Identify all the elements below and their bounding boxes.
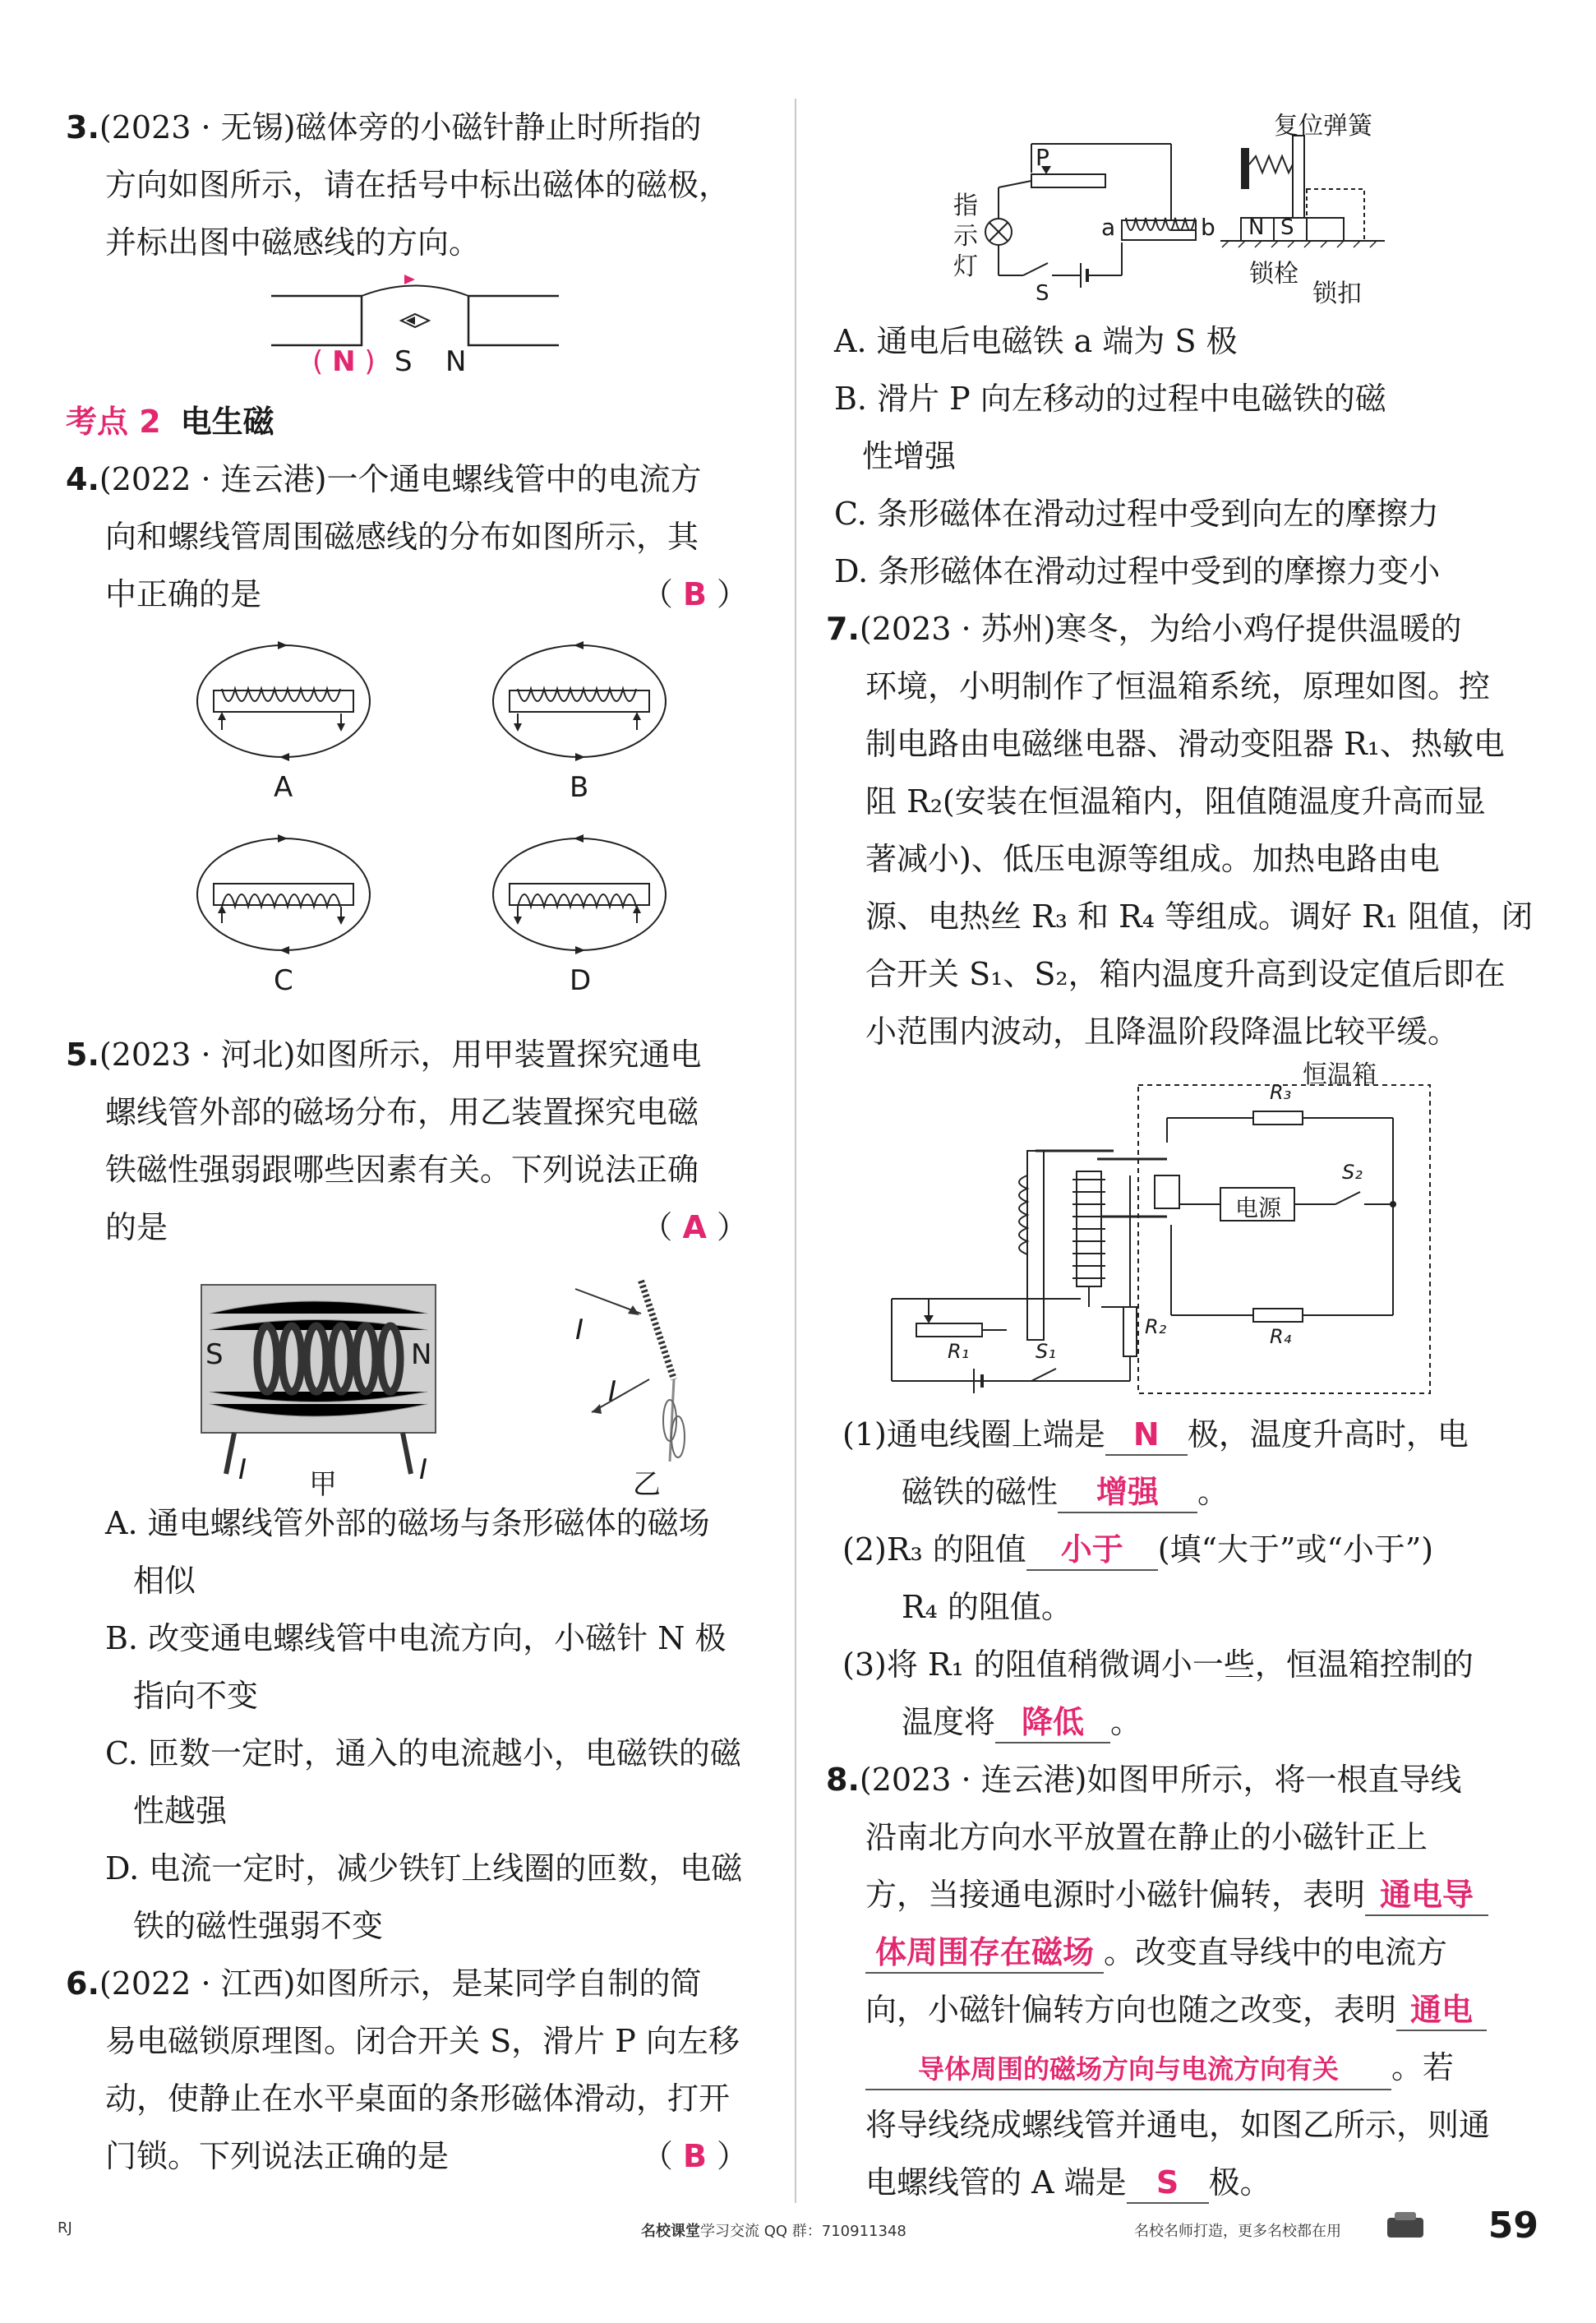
question-text: (2023 · 无锡)磁体旁的小磁针静止时所指的 bbox=[99, 109, 702, 145]
sub-question-1-cont bbox=[826, 1463, 1500, 1521]
question-4 bbox=[66, 450, 748, 1026]
answer: B bbox=[682, 576, 707, 612]
blank-answer: S bbox=[1127, 2163, 1209, 2204]
question-text: 向和螺线管周围磁感线的分布如图所示，其 bbox=[105, 519, 699, 555]
sub1-text: 。 bbox=[1197, 1474, 1229, 1510]
label-r1: R₁ bbox=[948, 1340, 970, 1363]
option-d: D. 条形磁体在滑动过程中受到的摩擦力变小 bbox=[834, 553, 1441, 589]
column-divider bbox=[795, 99, 796, 2203]
right-column bbox=[826, 99, 1534, 2211]
switch bbox=[1023, 263, 1048, 275]
question-5 bbox=[66, 1026, 748, 1955]
question-text: 方向如图所示，请在括号中标出磁体的磁极， bbox=[105, 167, 731, 203]
sub1-text: (1)通电线圈上端是 bbox=[842, 1416, 1105, 1452]
section-heading bbox=[66, 393, 748, 450]
label-n: N bbox=[411, 1338, 432, 1371]
electromagnet-nail bbox=[641, 1281, 674, 1379]
question-text: 中正确的是 bbox=[105, 576, 262, 612]
question-number: 4. bbox=[66, 461, 99, 497]
question-text: (2023 · 河北)如图所示，用甲装置探究通电 bbox=[99, 1037, 702, 1073]
question-text: (2022 · 连云港)一个通电螺线管中的电流方 bbox=[99, 461, 702, 497]
question-6 bbox=[66, 1955, 748, 2185]
question-text: (2022 · 江西)如图所示，是某同学自制的简 bbox=[99, 1965, 702, 2002]
label-s: S bbox=[205, 1338, 224, 1371]
label-switch: S bbox=[1036, 281, 1049, 306]
sub3-text: 温度将 bbox=[902, 1704, 996, 1740]
question-number: 6. bbox=[66, 1965, 99, 2002]
label-p: P bbox=[1036, 144, 1049, 171]
question-text: 。若 bbox=[1391, 2049, 1455, 2085]
question-text: 螺线管外部的磁场分布，用乙装置探究电磁 bbox=[105, 1094, 699, 1130]
blank-answer: 通电 bbox=[1396, 1990, 1487, 2031]
question-text: 源、电热丝 R₃ 和 R₄ 等组成。调好 R₁ 阻值，闭 bbox=[865, 898, 1534, 935]
question-number: 5. bbox=[66, 1037, 99, 1073]
solenoid-a bbox=[197, 641, 370, 761]
footer-center-text: 学习交流 QQ 群：710911348 bbox=[700, 2223, 906, 2240]
question-7 bbox=[826, 600, 1534, 1751]
footer-center bbox=[641, 2219, 906, 2241]
sub2-text: (填“大于”或“小于”) bbox=[1157, 1531, 1434, 1568]
experiment-diagram bbox=[66, 1256, 748, 1494]
question-text: 沿南北方向水平放置在静止的小磁针正上 bbox=[865, 1819, 1428, 1855]
label-current: I bbox=[575, 1314, 584, 1346]
option-b: B. 滑片 P 向左移动的过程中电磁铁的磁 bbox=[834, 381, 1386, 417]
option-label-a: A bbox=[274, 771, 293, 804]
option-b: B. 改变通电螺线管中电流方向，小磁针 N 极 bbox=[105, 1620, 727, 1656]
question-text-line bbox=[826, 1924, 1500, 1981]
label-magnet-s: S bbox=[1280, 215, 1294, 240]
blank-answer: 通电导 bbox=[1365, 1875, 1488, 1916]
label-lamp-3: 灯 bbox=[953, 252, 978, 281]
switch-s1 bbox=[1031, 1369, 1056, 1381]
blank-answer: 导体周围的磁场方向与电流方向有关 bbox=[865, 2049, 1391, 2090]
label-current: I bbox=[419, 1453, 428, 1486]
answer-paren: （ B ） bbox=[641, 2138, 748, 2174]
question-number: 8. bbox=[826, 1762, 860, 1798]
answer-paren: （ B ） bbox=[641, 576, 748, 612]
sub-question-3-cont bbox=[826, 1693, 1500, 1751]
label-current: I bbox=[238, 1453, 247, 1486]
label-box: 恒温箱 bbox=[1303, 1060, 1377, 1089]
question-text: 制电路由电磁继电器、滑动变阻器 R₁、热敏电 bbox=[865, 726, 1505, 762]
sub1-text: 磁铁的磁性 bbox=[902, 1474, 1059, 1510]
question-text: (2023 · 苏州)寒冬，为给小鸡仔提供温暖的 bbox=[859, 611, 1462, 647]
option-d: D. 电流一定时，减少铁钉上线圈的匝数，电磁 bbox=[105, 1850, 743, 1887]
thermistor-r2 bbox=[1123, 1307, 1137, 1356]
question-text: 极。 bbox=[1208, 2164, 1271, 2201]
option-label-d: D bbox=[570, 964, 592, 997]
needle-n-label: N bbox=[445, 345, 467, 378]
question-text: 门锁。下列说法正确的是 bbox=[105, 2138, 450, 2174]
option-d-cont: 铁的磁性强弱不变 bbox=[133, 1908, 384, 1944]
pole-paren-open: ( bbox=[312, 345, 324, 378]
solenoid-b bbox=[493, 641, 666, 761]
question-text: 方，当接通电源时小磁针偏转，表明 bbox=[865, 1877, 1366, 1913]
label-lamp-1: 指 bbox=[953, 192, 978, 220]
question-text-line bbox=[826, 1866, 1500, 1924]
question-text: 铁磁性强弱跟哪些因素有关。下列说法正确 bbox=[105, 1152, 699, 1188]
question-8 bbox=[826, 1751, 1500, 2211]
question-text: 动，使静止在水平桌面的条形磁体滑动，打开 bbox=[105, 2081, 731, 2117]
option-c: C. 条形磁体在滑动过程中受到向左的摩擦力 bbox=[834, 496, 1439, 532]
incubator-circuit-figure bbox=[826, 1060, 1500, 1406]
question-text: 合开关 S₁、S₂，箱内温度升高到设定值后即在 bbox=[865, 956, 1506, 992]
label-s1: S₁ bbox=[1036, 1340, 1056, 1363]
label-b: b bbox=[1201, 214, 1215, 241]
option-c-cont: 性越强 bbox=[133, 1793, 228, 1829]
blank-answer: 增强 bbox=[1058, 1472, 1197, 1513]
return-spring bbox=[1249, 156, 1293, 173]
question-text: 易电磁锁原理图。闭合开关 S，滑片 P 向左移 bbox=[105, 2023, 740, 2059]
option-a-cont: 相似 bbox=[133, 1563, 196, 1599]
sub3-text: 。 bbox=[1110, 1704, 1142, 1740]
option-a: A. 通电螺线管外部的磁场与条形磁体的磁场 bbox=[105, 1505, 710, 1541]
label-jia: 甲 bbox=[309, 1468, 337, 1501]
blank-answer: 小于 bbox=[1026, 1530, 1158, 1571]
question-text-line bbox=[826, 2039, 1500, 2096]
option-b-cont: 指向不变 bbox=[133, 1678, 259, 1714]
label-bolt: 锁栓 bbox=[1249, 260, 1298, 289]
question-text: 著减小)、低压电源等组成。加热电路由电 bbox=[865, 841, 1440, 877]
question-text: 并标出图中磁感线的方向。 bbox=[105, 224, 481, 261]
option-a: A. 通电后电磁铁 a 端为 S 极 bbox=[834, 323, 1238, 359]
question-text: 阻 R₂(安装在恒温箱内，阻值随温度升高而显 bbox=[865, 783, 1486, 820]
question-text: 电螺线管的 A 端是 bbox=[865, 2164, 1127, 2201]
resistor-r4 bbox=[1253, 1309, 1303, 1322]
label-power: 电源 bbox=[1235, 1194, 1282, 1222]
question-text: (2023 · 连云港)如图甲所示，将一根直导线 bbox=[859, 1762, 1462, 1798]
label-yi: 乙 bbox=[633, 1468, 661, 1501]
answer: B bbox=[682, 2138, 707, 2174]
label-buckle: 锁扣 bbox=[1312, 279, 1362, 308]
solenoid-c bbox=[197, 834, 370, 954]
switch-s2 bbox=[1335, 1192, 1360, 1204]
option-label-b: B bbox=[570, 771, 589, 804]
blank-answer: N bbox=[1105, 1415, 1188, 1456]
solenoid-d bbox=[493, 834, 666, 954]
blank-answer: 降低 bbox=[995, 1702, 1110, 1743]
rheostat-r1 bbox=[916, 1323, 982, 1337]
footer-left: RJ bbox=[58, 2219, 72, 2237]
question-text: 环境，小明制作了恒温箱系统，原理如图。控 bbox=[865, 668, 1491, 704]
answer-paren: （ A ） bbox=[641, 1209, 748, 1245]
lock-circuit-diagram bbox=[826, 99, 1500, 312]
sub2-text: (2)R₃ 的阻值 bbox=[842, 1531, 1026, 1568]
solenoid-diagrams bbox=[66, 623, 748, 1026]
answer: A bbox=[682, 1209, 707, 1245]
pole-paren-close: ) bbox=[364, 345, 376, 378]
label-r2: R₂ bbox=[1145, 1315, 1167, 1338]
section-tag: 考点 2 bbox=[66, 404, 161, 440]
left-column bbox=[66, 99, 748, 2185]
brand-logo-icon bbox=[1385, 2210, 1426, 2242]
question-text-line bbox=[826, 2154, 1500, 2211]
solenoid-options-figure bbox=[66, 623, 748, 1026]
sub2-text: R₄ 的阻值。 bbox=[902, 1589, 1072, 1625]
sub-question-2 bbox=[826, 1521, 1500, 1578]
question-text: 将导线绕成螺线管并通电，如图乙所示，则通 bbox=[865, 2107, 1491, 2143]
label-spring: 复位弹簧 bbox=[1274, 112, 1372, 141]
question-number: 3. bbox=[66, 109, 99, 145]
option-label-c: C bbox=[274, 964, 293, 997]
question-text: 小范围内波动，且降温阶段降温比较平缓。 bbox=[865, 1014, 1460, 1050]
sub-question-1 bbox=[826, 1406, 1500, 1463]
label-r4: R₄ bbox=[1270, 1325, 1292, 1348]
relay-spring bbox=[1019, 1175, 1027, 1254]
label-s2: S₂ bbox=[1342, 1161, 1363, 1184]
question-3 bbox=[66, 99, 748, 386]
label-a: a bbox=[1101, 214, 1116, 241]
section-title: 电生磁 bbox=[180, 404, 274, 440]
footer-brand: 名校课堂 bbox=[641, 2223, 700, 2240]
label-r3: R₃ bbox=[1270, 1081, 1292, 1104]
label-current: I bbox=[608, 1375, 617, 1408]
footer-right: 名校名师打造，更多名校都在用 bbox=[1134, 2223, 1341, 2240]
page-number: 59 bbox=[1488, 2205, 1538, 2247]
question-number: 7. bbox=[826, 611, 860, 647]
sub-question-3: (3)将 R₁ 的阻值稍微调小一些，恒温箱控制的 bbox=[842, 1646, 1474, 1683]
label-magnet-n: N bbox=[1248, 215, 1265, 240]
option-b-cont: 性增强 bbox=[862, 438, 957, 474]
answer-pole: N bbox=[332, 345, 356, 378]
resistor-r3 bbox=[1253, 1111, 1303, 1125]
experiment-figure bbox=[66, 1256, 748, 1501]
question-text-line bbox=[826, 1981, 1500, 2039]
question-text: 向，小磁针偏转方向也随之改变，表明 bbox=[865, 1992, 1397, 2028]
sub1-text: 极，温度升高时，电 bbox=[1187, 1416, 1469, 1452]
rheostat bbox=[1031, 174, 1105, 187]
label-lamp-2: 示 bbox=[953, 222, 978, 251]
needle-s-label: S bbox=[394, 345, 413, 378]
magnet-figure bbox=[66, 271, 748, 386]
electromagnetic-lock-figure bbox=[826, 99, 1500, 312]
option-c: C. 匝数一定时，通入的电流越小，电磁铁的磁 bbox=[105, 1735, 741, 1771]
question-text: 的是 bbox=[105, 1209, 168, 1245]
field-arrow bbox=[404, 275, 415, 284]
blank-answer: 体周围存在磁场 bbox=[865, 1933, 1104, 1974]
incubator-circuit-diagram bbox=[826, 1060, 1500, 1406]
question-text: 。改变直导线中的电流方 bbox=[1104, 1934, 1448, 1970]
